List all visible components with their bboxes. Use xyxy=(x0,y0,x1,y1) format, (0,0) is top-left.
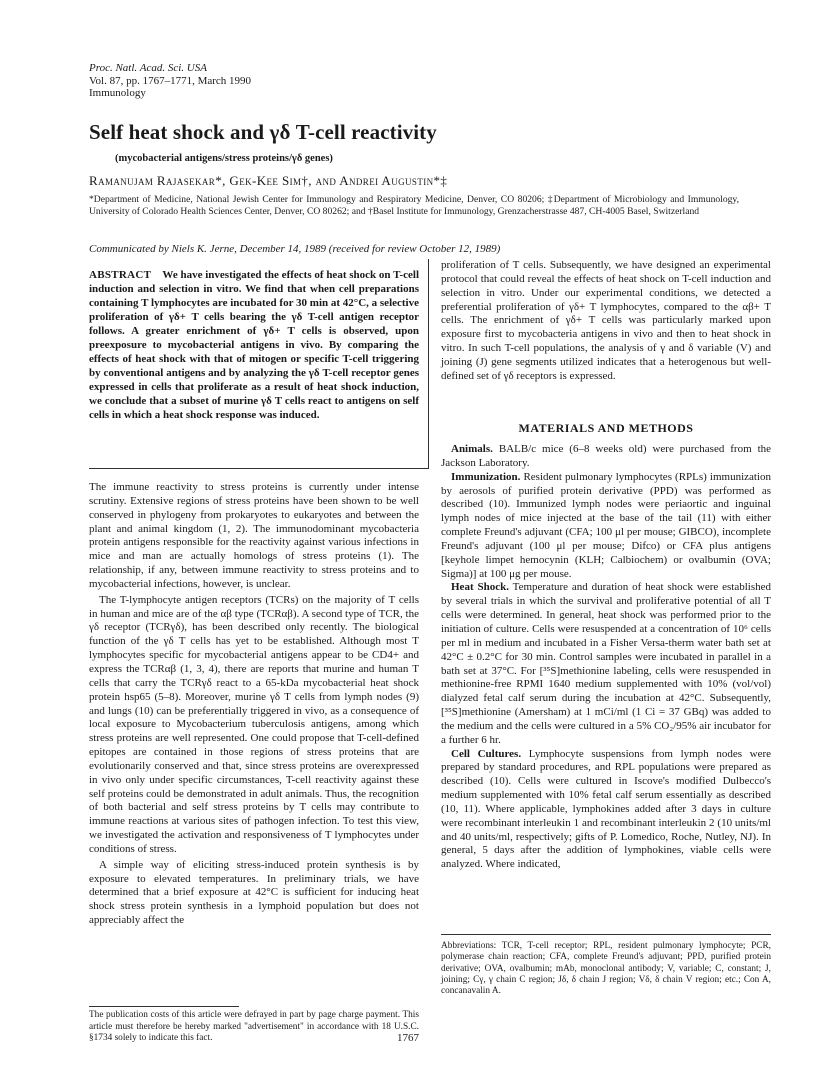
keywords: (mycobacterial antigens/stress proteins/γδ genes) xyxy=(115,153,333,164)
methods-body xyxy=(441,443,771,872)
intro-paragraph: The T-lymphocyte antigen receptors (TCRs) on the majority of T cells in human and mice are of the αβ type (TCRαβ). A second type of TCR, the γδ receptor (TCRγδ), has been described only recently. The biological function of the γδ T cells has yet to be established. Although most T lymphocytes specific for mycobacterial antigens appear to be CD4+ and express the TCRαβ (1, 3, 4), there are reports that murine and human T cells that carry the TCRγδ react to a 65-kDa mycobacterial heat shock protein hsp65 (5–8). Moreover, murine γδ T cells from lymph nodes (9) and lungs (10) can be preferentially triggered in vivo, as a consequence of local exposure to Mycobacterium tuberculosis antigens, among which stress proteins are well represented. One could propose that T-cell-defined epitopes are contained in those regions of stress proteins that are evolutionarily conserved and that, since stress proteins are overexpressed in vivo only under specific circumstances, T-cell reactivity against these self proteins could be demonstrated in adult animals. Thus, the recognition of both bacterial and self stress proteins by T cells may contribute to immune reactions at various sites of pathogen infection. To test this view, we investigated the activation and responsiveness of T lymphocytes under conditions of stress. xyxy=(89,593,419,855)
publication-footnote: The publication costs of this article were defrayed in part by page charge payment. This article must therefore be hereby marked "advertisement" in accordance with 18 U.S.C. §1734 solely to indicate this fact. xyxy=(89,1010,419,1043)
affiliations: *Department of Medicine, National Jewish Center for Immunology and Respiratory Medicine, Denver, CO 80206; ‡Department of Microbiology and Immunology, University of Colorado Health Sciences Center, Denver, CO 80262; and †Basel Institute for Immunology, Grenzacherstrasse 487, CH-4005 Basel, Switzerland xyxy=(89,194,739,217)
paper-title: Self heat shock and γδ T-cell reactivity xyxy=(89,120,437,144)
heatshock-paragraph xyxy=(441,581,771,747)
abstract-heading: ABSTRACT xyxy=(89,269,152,281)
intro-paragraph: The immune reactivity to stress proteins is currently under intense scrutiny. Extensive regions of stress proteins have been shown to be well conserved in phylogeny from prokaryotes to eukaryotes and between the plant and animal kingdom (1, 2). The immunodominant mycobacteria protein antigens responsible for the reactivity against various infections in mice and man are actually homologs of stress proteins (1). The relationship, if any, between immune reactivity to stress proteins and to mycobacterial infections, however, is unclear. xyxy=(89,481,419,590)
methods-heading: MATERIALS AND METHODS xyxy=(518,421,694,435)
intro-paragraph: A simple way of eliciting stress-induced protein synthesis is by exposure to elevated temperatures. In preliminary trials, we have determined that a brief exposure at 42°C is sufficient for inducing heat shock stress protein synthesis in a lymphoid population but does not appreciably affect the xyxy=(89,858,419,927)
footnote-divider xyxy=(89,1006,239,1007)
page-number: 1767 xyxy=(397,1032,419,1044)
animals-paragraph xyxy=(441,443,771,471)
cultures-heading: Cell Cultures. xyxy=(451,747,522,760)
abbreviations: Abbreviations: TCR, T-cell receptor; RPL, resident pulmonary lymphocyte; PCR, polymerase chain reaction; CFA, complete Freund's adjuvant; PPD, purified protein derivative; OVA, ovalbumin; mAb, monoclonal antibody; V, variable; C, constant; J, joining; Cγ, γ chain C region; Jδ, δ chain J region; Vδ, δ chain V region; etc.; Con A, concanavalin A. xyxy=(441,941,771,997)
heatshock-text: Temperature and duration of heat shock were established by several trials in which the survival and proliferative potential of all T cells were determined. In general, heat shock was performed prior to the initiation of culture. Cells were resuspended at a concentration of 10⁶ cells per ml in medium and incubated in a Fisher Versa-therm water bath set at 42°C ± 0.2°C for 30 min. Control samples were incubated in parallel in a bath set at 37°C. For [³⁵S]methionine labeling, cells were resuspended in methionine-free RPMI 1640 medium supplemented with 10% (vol/vol) dialyzed fetal calf serum during the incubation at 42°C. Subsequently, [³⁵S]methionine (Amersham) at 1 mCi/ml (1 Ci = 37 GBq) was added to the medium and the cells were cultured in a 5% CO₂/95% air incubator for a further 6 hr. xyxy=(441,581,771,746)
intro-continued xyxy=(441,259,771,384)
volume-line: Vol. 87, pp. 1767–1771, March 1990 xyxy=(89,74,252,87)
abbreviations-divider xyxy=(441,934,771,935)
abstract-text: We have investigated the effects of heat shock on T-cell induction and selection in vitro. We find that when cell preparations containing T lymphocytes are incubated for 30 min at 42°C, a selective proliferation of γδ+ T cells bearing the γδ T-cell antigen receptor follows. A greater enrichment of γδ+ T cells is observed, upon preexposure to mycobacterial antigens in vivo. By comparing the effects of heat shock with that of mitogen or specific T-cell triggering by conventional antigens and by analyzing the γδ T-cell receptor genes expressed in cells that proliferate as a result of heat shock induction, we conclude that a subset of murine γδ T cells react to antigens on self cells in which a heat shock response was induced. xyxy=(89,269,419,421)
authors: Ramanujam Rajasekar*, Gek-Kee Sim†, and Andrei Augustin*‡ xyxy=(89,173,448,188)
journal-header xyxy=(89,62,251,100)
intro-continued-paragraph: proliferation of T cells. Subsequently, we have designed an experimental protocol that could reveal the effects of heat shock on T-cell induction and selection in vitro. Under our experimental conditions, we detected a preferential proliferation of γδ+ T lymphocytes, compared to the αβ+ T cells. The enrichment of γδ+ T cells was particularly marked upon exposure first to mycobacteria antigens in vivo and then to heat shock in vitro. In such T-cell populations, the analysis of γ and δ variable (V) and joining (J) gene segments utilized indicates that a heterogenous but well-defined set of γδ receptors is expressed. xyxy=(441,259,771,382)
journal-name: Proc. Natl. Acad. Sci. USA xyxy=(89,62,207,74)
cultures-text: Lymphocyte suspensions from lymph nodes were prepared by standard procedures, and RPL populations were prepared as described (10). Cells were cultured in Iscove's modified Dulbecco's medium supplemented with 10% fetal calf serum essentially as described (10, 11). Where applicable, lymphokines added after 3 days in culture were recombinant interleukin 1 and recombinant interleukin 2 (10 units/ml and 40 units/ml, respectively; gifts of P. Lomedico, Roche, Nutley, NJ). In general, 5 days after the addition of lymphokines, viable cells were analyzed. Where indicated, xyxy=(441,747,771,871)
animals-heading: Animals. xyxy=(451,443,493,455)
immunization-paragraph xyxy=(441,471,771,582)
section-name: Immunology xyxy=(89,87,146,99)
heatshock-heading: Heat Shock. xyxy=(451,581,509,594)
communicated-line: Communicated by Niels K. Jerne, December 14, 1989 (received for review October 12, 1989) xyxy=(89,243,501,255)
abstract xyxy=(89,269,419,422)
immunization-heading: Immunization. xyxy=(451,470,521,483)
animals-text: BALB/c mice (6–8 weeks old) were purchased from the Jackson Laboratory. xyxy=(441,443,772,469)
immunization-text: Resident pulmonary lymphocytes (RPLs) immunization by aerosols of purified protein derivative (PPD) was performed as described (10). Immunized lymph nodes were periaortic and inguinal lymph nodes of mice injected at the base of the tail (11) with either complete Freund's adjuvant (CFA; 100 μl per mouse; GIBCO), incomplete Freund's adjuvant (100 μl per mouse; Difco) or CFA plus antigens [keyhole limpet hemocynin (KLH; Calbiochem) or ovalbumin (OVA; Sigma)] at 100 μg per mouse. xyxy=(441,470,772,580)
cultures-paragraph xyxy=(441,748,771,873)
introduction xyxy=(89,481,419,928)
